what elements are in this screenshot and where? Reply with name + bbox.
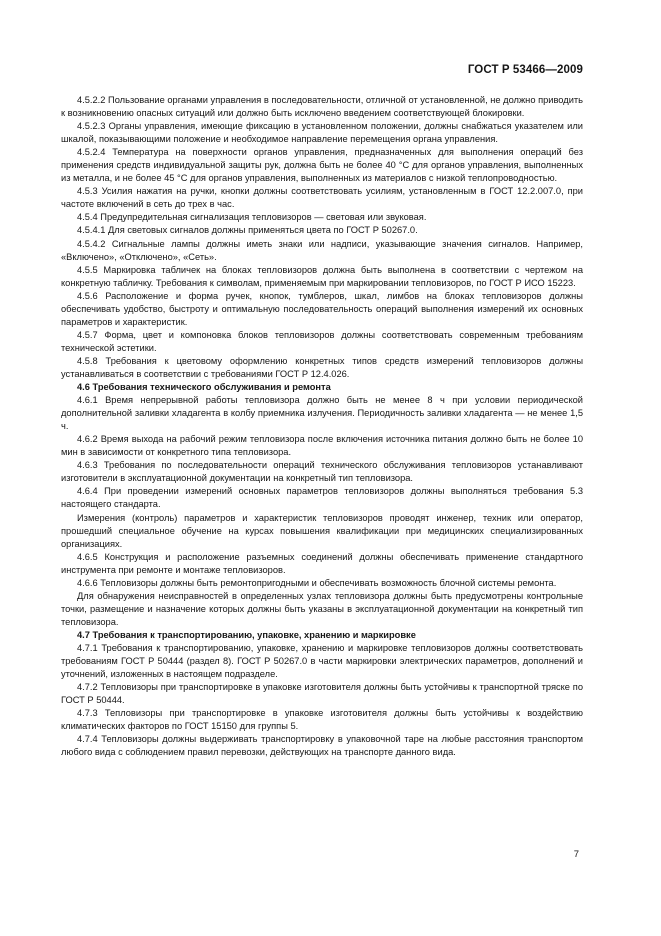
paragraph-4-7-4: 4.7.4 Тепловизоры должны выдерживать транспортировку в упаковочной таре на любые расстояния транспортом любого вида с соблюдением правил перевозки, действующих на транспорте данного вида. [61, 734, 583, 758]
section-heading-4-6: 4.6 Требования технического обслуживания и ремонта [77, 382, 331, 393]
paragraph-4-6-2: 4.6.2 Время выхода на рабочий режим тепловизора после включения источника питания должно быть не более 10 мин в зависимости от конкретного типа тепловизора. [61, 434, 583, 458]
page-number: 7 [573, 849, 579, 860]
paragraph-4-6-6: 4.6.6 Тепловизоры должны быть ремонтопригодными и обеспечивать возможность блочной системы ремонта. [77, 577, 557, 588]
paragraph-4-7-3: 4.7.3 Тепловизоры при транспортировке в упаковке изготовителя должны быть устойчивы к воздействию климатических факторов по ГОСТ 15150 для группы 5. [61, 708, 583, 732]
paragraph-4-5-4: 4.5.4 Предупредительная сигнализация тепловизоров — световая или звуковая. [77, 212, 427, 223]
paragraph-4-5-8: 4.5.8 Требования к цветовому оформлению конкретных типов средств измерений тепловизоров должны устанавливаться в соответствии с требованиями ГОСТ Р 12.4.026. [61, 355, 583, 379]
paragraph-4-5-6: 4.5.6 Расположение и форма ручек, кнопок, тумблеров, шкал, лимбов на блоках тепловизоров должны обеспечивать удобство, быстроту и оптимальную последовательность операций выполнения измерений их основных параметров и характеристик. [61, 290, 583, 327]
paragraph-4-5-2-3: 4.5.2.3 Органы управления, имеющие фиксацию в установленном положении, должны снабжаться указателем или шкалой, показывающими положение и необходимое направление перемещения органа управления. [61, 121, 583, 145]
paragraph-4-6-5: 4.6.5 Конструкция и расположение разъемных соединений должны обеспечивать применение стандартного инструмента при ремонте и монтаже тепловизоров. [61, 551, 583, 575]
paragraph-4-7-2: 4.7.2 Тепловизоры при транспортировке в упаковке изготовителя должны быть устойчивы к транспортной тряске по ГОСТ Р 50444. [61, 682, 583, 706]
paragraph-4-6-4: 4.6.4 При проведении измерений основных параметров тепловизоров должны выполняться требования 5.3 настоящего стандарта. [61, 486, 583, 510]
paragraph-4-5-2-4: 4.5.2.4 Температура на поверхности органов управления, предназначенных для выполнения операций без применения средств индивидуальной защиты рук, должна быть не более 40 °С для органов управления, выполненных из металла, и не более 45 °С для органов управления, выполненных из материалов с низкой теплопроводностью. [61, 147, 583, 184]
paragraph-4-6-1: 4.6.1 Время непрерывной работы тепловизора должно быть не менее 8 ч при условии периодической дополнительной заливки хладагента в колбу приемника излучения. Периодичность заливки хладагента — не менее 1,5 ч. [61, 395, 583, 432]
section-heading-4-7: 4.7 Требования к транспортированию, упаковке, хранению и маркировке [77, 629, 416, 640]
paragraph-4-5-7: 4.5.7 Форма, цвет и компоновка блоков тепловизоров должны соответствовать современным требованиям технической эстетики. [61, 329, 583, 353]
paragraph-4-5-3: 4.5.3 Усилия нажатия на ручки, кнопки должны соответствовать усилиям, установленным в ГОСТ 12.2.007.0, при частоте включений в сеть до трех в час. [61, 186, 583, 210]
paragraph-4-7-1: 4.7.1 Требования к транспортированию, упаковке, хранению и маркировке тепловизоров должны соответствовать требованиям ГОСТ Р 50444 (раздел 8). ГОСТ Р 50267.0 в части маркировки электрических параметров, дополнений и уточнений, изложенных в настоящем подразделе. [61, 642, 583, 680]
document-body [61, 94, 583, 759]
paragraph-4-5-4-2: 4.5.4.2 Сигнальные лампы должны иметь знаки или надписи, указывающие значения сигналов. Например, «Включено», «Отключено», «Сеть». [61, 238, 583, 262]
paragraph-4-5-2-2: 4.5.2.2 Пользование органами управления в последовательности, отличной от установленной, не должно приводить к возникновению опасных ситуаций или должно быть исключено введением соответствующей блокировки. [61, 95, 583, 119]
paragraph-4-6-4-note: Измерения (контроль) параметров и характеристик тепловизоров проводят инженер, техник или оператор, прошедший специальное обучение на курсах повышения квалификации при медицинских специализированных организациях. [61, 512, 583, 549]
paragraph-4-6-6-note: Для обнаружения неисправностей в определенных узлах тепловизора должны быть предусмотрены контрольные точки, размещение и назначение которых должны быть указаны в эксплуатационной документации на конкретный тип тепловизора. [61, 590, 583, 627]
paragraph-4-6-3: 4.6.3 Требования по последовательности операций технического обслуживания тепловизоров устанавливают изготовители в эксплуатационной документации на конкретный тип тепловизора. [61, 460, 583, 484]
paragraph-4-5-5: 4.5.5 Маркировка табличек на блоках тепловизоров должна быть выполнена в соответствии с чертежом на конкретную табличку. Требования к символам, применяемым при маркировании тепловизоров, по ГОСТ Р ИСО 15223. [61, 264, 583, 288]
paragraph-4-5-4-1: 4.5.4.1 Для световых сигналов должны применяться цвета по ГОСТ Р 50267.0. [77, 225, 418, 236]
document-header-standard: ГОСТ Р 53466—2009 [467, 64, 583, 76]
